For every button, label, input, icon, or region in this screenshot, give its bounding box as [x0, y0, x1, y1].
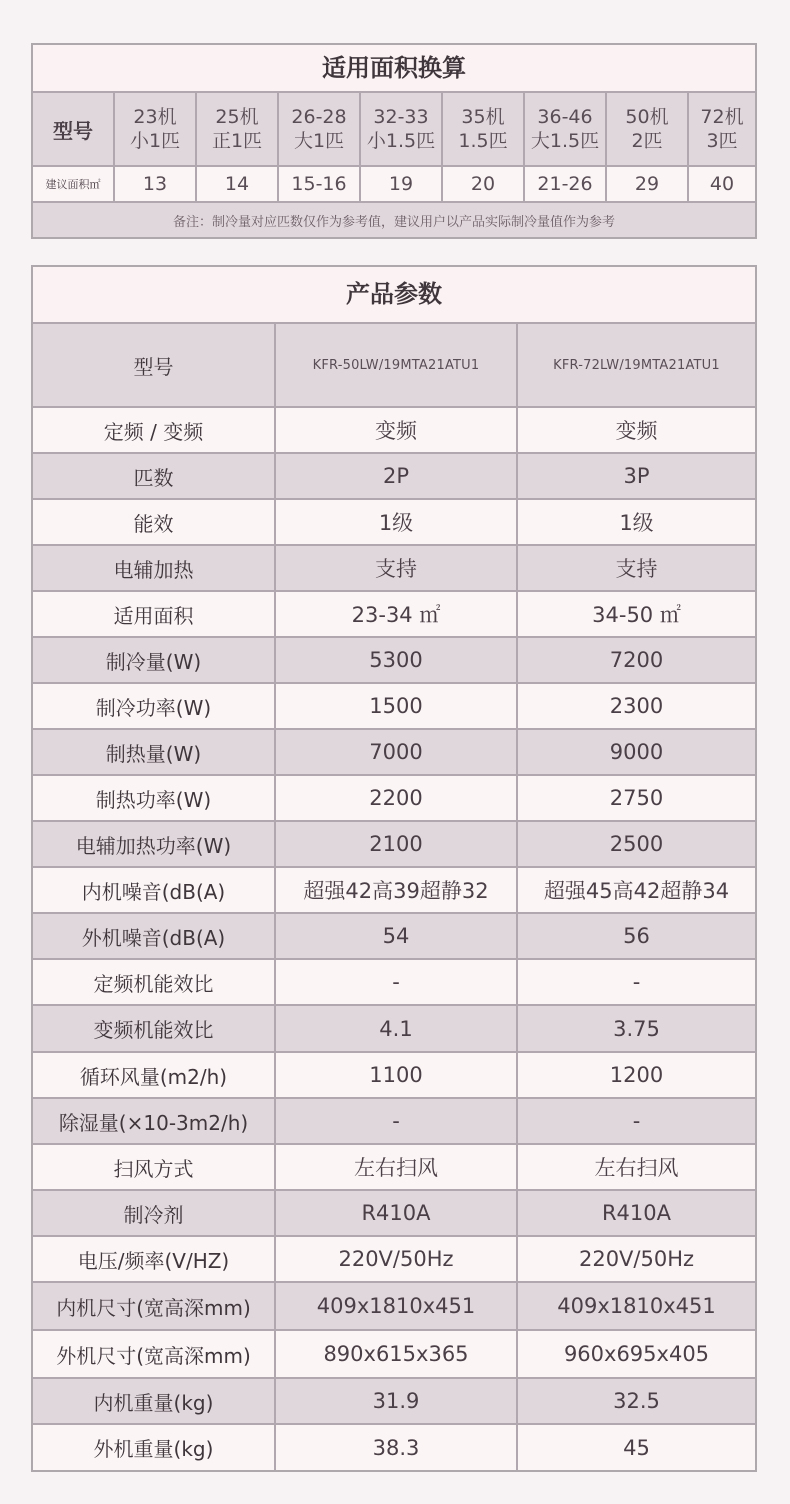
- param-value-model-1: 38.3: [276, 1425, 516, 1470]
- param-value-model-1: -: [276, 1099, 516, 1143]
- param-value-model-1: 890x615x365: [276, 1331, 516, 1377]
- area-capacity-cell: [689, 93, 755, 165]
- param-value-model-2: 左右扫风: [518, 1145, 755, 1189]
- param-value-model-2: 变频: [518, 408, 755, 452]
- param-value-model-1: 409x1810x451: [276, 1283, 516, 1329]
- capacity-model: 32-33: [373, 106, 429, 128]
- param-value-model-1: 31.9: [276, 1379, 516, 1423]
- param-value-model-1: 1500: [276, 684, 516, 728]
- capacity-horsepower: 2匹: [631, 130, 663, 152]
- area-size-value: 14: [197, 167, 277, 201]
- param-label: 除湿量(×10-3m2/h): [33, 1099, 274, 1143]
- capacity-model: 25机: [215, 106, 259, 128]
- capacity-horsepower: 正1匹: [211, 130, 263, 152]
- model-name-1: KFR-50LW/19MTA21ATU1: [276, 324, 516, 406]
- area-capacity-cell: [279, 93, 359, 165]
- area-table-title: 适用面积换算: [33, 45, 755, 91]
- capacity-horsepower: 大1匹: [293, 130, 345, 152]
- param-label: 适用面积: [33, 592, 274, 636]
- param-value-model-2: 9000: [518, 730, 755, 774]
- param-value-model-1: 2200: [276, 776, 516, 820]
- param-value-model-1: 1级: [276, 500, 516, 544]
- area-size-value: 29: [607, 167, 687, 201]
- area-conversion-table: [31, 43, 757, 239]
- param-value-model-1: 2100: [276, 822, 516, 866]
- param-label: 扫风方式: [33, 1145, 274, 1189]
- param-value-model-2: 3.75: [518, 1006, 755, 1051]
- param-value-model-1: 变频: [276, 408, 516, 452]
- param-label: 循环风量(m2/h): [33, 1053, 274, 1097]
- param-label: 制冷量(W): [33, 638, 274, 682]
- param-value-model-2: 409x1810x451: [518, 1283, 755, 1329]
- param-value-model-2: 32.5: [518, 1379, 755, 1423]
- param-value-model-2: 45: [518, 1425, 755, 1470]
- param-label: 定频机能效比: [33, 960, 274, 1004]
- param-label: 电辅加热功率(W): [33, 822, 274, 866]
- param-label: 外机尺寸(宽高深mm): [33, 1331, 274, 1377]
- capacity-model: 26-28: [291, 106, 347, 128]
- param-label: 变频机能效比: [33, 1006, 274, 1051]
- param-label: 内机重量(kg): [33, 1379, 274, 1423]
- capacity-horsepower: 大1.5匹: [530, 130, 600, 152]
- param-value-model-2: -: [518, 960, 755, 1004]
- param-value-model-2: 220V/50Hz: [518, 1237, 755, 1281]
- capacity-model: 35机: [461, 106, 505, 128]
- param-value-model-2: 支持: [518, 546, 755, 590]
- area-size-value: 15-16: [279, 167, 359, 201]
- param-label: 电辅加热: [33, 546, 274, 590]
- capacity-model: 23机: [133, 106, 177, 128]
- param-label: 能效: [33, 500, 274, 544]
- param-value-model-2: 2500: [518, 822, 755, 866]
- capacity-horsepower: 1.5匹: [458, 130, 508, 152]
- param-value-model-1: -: [276, 960, 516, 1004]
- param-value-model-1: 4.1: [276, 1006, 516, 1051]
- capacity-horsepower: 小1.5匹: [366, 130, 436, 152]
- model-name-2: KFR-72LW/19MTA21ATU1: [518, 324, 755, 406]
- capacity-model: 50机: [625, 106, 669, 128]
- area-type-label: 型号: [33, 93, 113, 165]
- param-label: 内机噪音(dB(A): [33, 868, 274, 912]
- area-capacity-cell: [115, 93, 195, 165]
- capacity-model: 36-46: [537, 106, 593, 128]
- param-value-model-1: 1100: [276, 1053, 516, 1097]
- param-value-model-2: 3P: [518, 454, 755, 498]
- param-value-model-1: 支持: [276, 546, 516, 590]
- parameter-table-title: 产品参数: [33, 267, 755, 322]
- param-value-model-1: R410A: [276, 1191, 516, 1235]
- capacity-horsepower: 3匹: [706, 130, 738, 152]
- param-value-model-1: 左右扫风: [276, 1145, 516, 1189]
- param-value-model-2: 1200: [518, 1053, 755, 1097]
- area-size-value: 20: [443, 167, 523, 201]
- param-value-model-1: 超强42高39超静32: [276, 868, 516, 912]
- param-value-model-2: 1级: [518, 500, 755, 544]
- capacity-model: 72机: [700, 106, 744, 128]
- area-note: 备注：制冷量对应匹数仅作为参考值，建议用户以产品实际制冷量值作为参考: [33, 203, 755, 237]
- area-size-value: 40: [689, 167, 755, 201]
- param-value-model-1: 220V/50Hz: [276, 1237, 516, 1281]
- param-value-model-2: 56: [518, 914, 755, 958]
- area-size-value: 13: [115, 167, 195, 201]
- param-value-model-1: 2P: [276, 454, 516, 498]
- param-value-model-2: 2750: [518, 776, 755, 820]
- param-value-model-1: 5300: [276, 638, 516, 682]
- param-label: 外机重量(kg): [33, 1425, 274, 1470]
- area-size-value: 21-26: [525, 167, 605, 201]
- param-label: 匹数: [33, 454, 274, 498]
- param-value-model-1: 54: [276, 914, 516, 958]
- area-capacity-cell: [525, 93, 605, 165]
- param-value-model-2: 960x695x405: [518, 1331, 755, 1377]
- area-capacity-cell: [197, 93, 277, 165]
- area-capacity-cell: [443, 93, 523, 165]
- area-size-label: 建议面积㎡: [33, 167, 113, 201]
- param-label: 制热量(W): [33, 730, 274, 774]
- capacity-horsepower: 小1匹: [129, 130, 181, 152]
- area-capacity-cell: [607, 93, 687, 165]
- param-label: 外机噪音(dB(A): [33, 914, 274, 958]
- area-size-value: 19: [361, 167, 441, 201]
- product-parameter-table: [31, 265, 757, 1472]
- param-value-model-2: 34-50 ㎡: [518, 592, 755, 636]
- param-value-model-1: 23-34 ㎡: [276, 592, 516, 636]
- param-label: 制热功率(W): [33, 776, 274, 820]
- param-value-model-1: 7000: [276, 730, 516, 774]
- param-label: 制冷功率(W): [33, 684, 274, 728]
- param-label: 制冷剂: [33, 1191, 274, 1235]
- model-header-label: 型号: [33, 324, 274, 406]
- param-label: 内机尺寸(宽高深mm): [33, 1283, 274, 1329]
- param-label: 电压/频率(V/HZ): [33, 1237, 274, 1281]
- param-value-model-2: 7200: [518, 638, 755, 682]
- param-value-model-2: R410A: [518, 1191, 755, 1235]
- param-value-model-2: 2300: [518, 684, 755, 728]
- area-capacity-cell: [361, 93, 441, 165]
- param-value-model-2: 超强45高42超静34: [518, 868, 755, 912]
- param-label: 定频 / 变频: [33, 408, 274, 452]
- param-value-model-2: -: [518, 1099, 755, 1143]
